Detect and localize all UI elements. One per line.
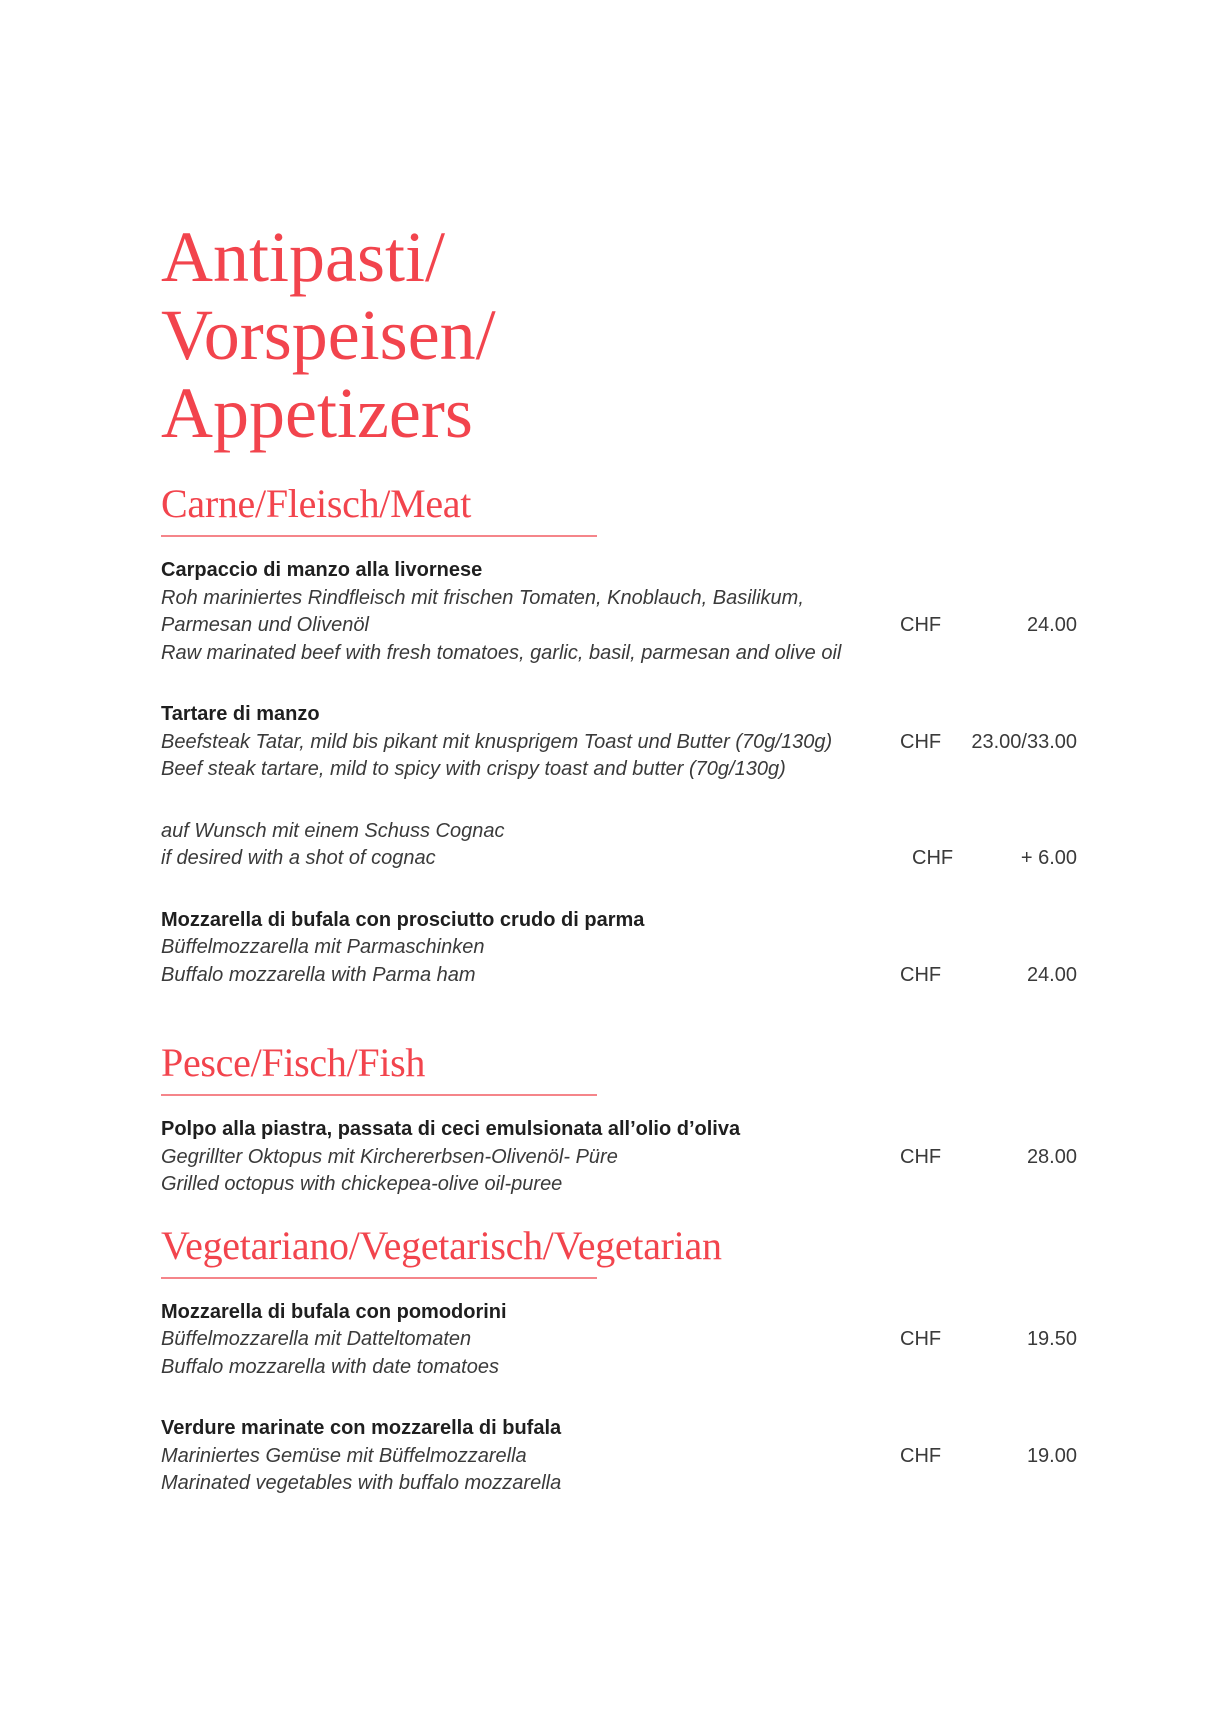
price-value: + 6.00	[1020, 847, 1077, 869]
item-description-en: Grilled octopus with chickepea-olive oil-puree	[161, 1173, 563, 1195]
item-description-de: Büffelmozzarella mit Parmaschinken	[161, 936, 485, 958]
item-description-en: if desired with a shot of cognac	[161, 847, 436, 869]
item-description-en: Buffalo mozzarella with Parma ham	[161, 963, 476, 986]
menu-item-mozzarella-pomodorini	[161, 1299, 1077, 1382]
item-line	[161, 1354, 1077, 1382]
item-name: Verdure marinate con mozzarella di bufala	[161, 1417, 562, 1439]
currency-label: CHF	[900, 1145, 942, 1168]
item-line	[161, 1326, 1077, 1354]
item-description-de: Büffelmozzarella mit Datteltomaten	[161, 1328, 472, 1350]
item-name: Carpaccio di manzo alla livornese	[161, 559, 483, 581]
item-name: Mozzarella di bufala con pomodorini	[161, 1300, 507, 1323]
item-description-de: Mariniertes Gemüse mit Büffelmozzarella	[161, 1444, 527, 1467]
currency-label: CHF	[900, 1328, 942, 1350]
item-description-de: Parmesan und Olivenöl	[161, 614, 369, 636]
item-line	[161, 818, 1077, 846]
item-line	[161, 845, 1077, 873]
section-pesce	[161, 1038, 1077, 1199]
section-pesce-heading: Pesce/Fisch/Fish	[161, 1038, 597, 1096]
price-value: 23.00/33.00	[971, 730, 1077, 753]
section-carne-heading: Carne/Fleisch/Meat	[161, 479, 597, 537]
item-description-en: Buffalo mozzarella with date tomatoes	[161, 1355, 499, 1378]
price-value: 28.00	[1026, 1145, 1077, 1168]
page-title	[161, 218, 1077, 452]
price-value: 24.00	[1026, 614, 1077, 636]
item-description-de: Beefsteak Tatar, mild bis pikant mit knusprigem Toast und Butter (70g/130g)	[161, 730, 833, 753]
menu-content	[161, 0, 1077, 1498]
item-description-de: Roh mariniertes Rindfleisch mit frischen Tomaten, Knoblauch, Basilikum,	[161, 586, 804, 609]
item-line	[161, 612, 1077, 640]
item-line	[161, 1470, 1077, 1498]
item-line	[161, 585, 1077, 613]
item-description-de: Gegrillter Oktopus mit Kirchererbsen-Olivenöl- Püre	[161, 1145, 618, 1168]
item-line	[161, 934, 1077, 962]
currency-label: CHF	[900, 963, 942, 986]
item-line	[161, 962, 1077, 990]
page-title-line-1: Antipasti/	[161, 217, 445, 297]
currency-label: CHF	[900, 614, 942, 636]
page-title-line-3: Appetizers	[161, 373, 473, 453]
menu-item-mozzarella-prosciutto	[161, 907, 1077, 990]
item-line	[161, 1144, 1077, 1172]
item-line	[161, 756, 1077, 784]
item-description-en: Beef steak tartare, mild to spicy with crispy toast and butter (70g/130g)	[161, 758, 786, 780]
currency-label: CHF	[900, 730, 942, 753]
currency-label: CHF	[912, 847, 954, 869]
item-description-de: auf Wunsch mit einem Schuss Cognac	[161, 819, 505, 842]
item-name: Tartare di manzo	[161, 703, 320, 725]
menu-item-carpaccio	[161, 557, 1077, 667]
currency-label: CHF	[900, 1444, 942, 1467]
item-description-en: Raw marinated beef with fresh tomatoes, garlic, basil, parmesan and olive oil	[161, 641, 842, 664]
section-vegetarian	[161, 1221, 1077, 1498]
item-line	[161, 640, 1077, 668]
page-title-line-2: Vorspeisen/	[161, 295, 496, 375]
menu-item-tartare	[161, 701, 1077, 784]
item-line	[161, 729, 1077, 757]
item-line	[161, 1171, 1077, 1199]
menu-item-verdure-marinate	[161, 1415, 1077, 1498]
section-vegetarian-heading: Vegetariano/Vegetarisch/Vegetarian	[161, 1221, 597, 1279]
item-name: Polpo alla piastra, passata di ceci emulsionata all’olio d’oliva	[161, 1118, 741, 1140]
price-value: 24.00	[1026, 963, 1077, 986]
item-description-en: Marinated vegetables with buffalo mozzarella	[161, 1472, 562, 1494]
item-name: Mozzarella di bufala con prosciutto crudo di parma	[161, 908, 645, 931]
price-value: 19.50	[1026, 1328, 1077, 1350]
menu-item-polpo	[161, 1116, 1077, 1199]
menu-item-cognac-supplement	[161, 818, 1077, 873]
price-value: 19.00	[1026, 1444, 1077, 1467]
item-line	[161, 1443, 1077, 1471]
section-carne	[161, 479, 1077, 989]
